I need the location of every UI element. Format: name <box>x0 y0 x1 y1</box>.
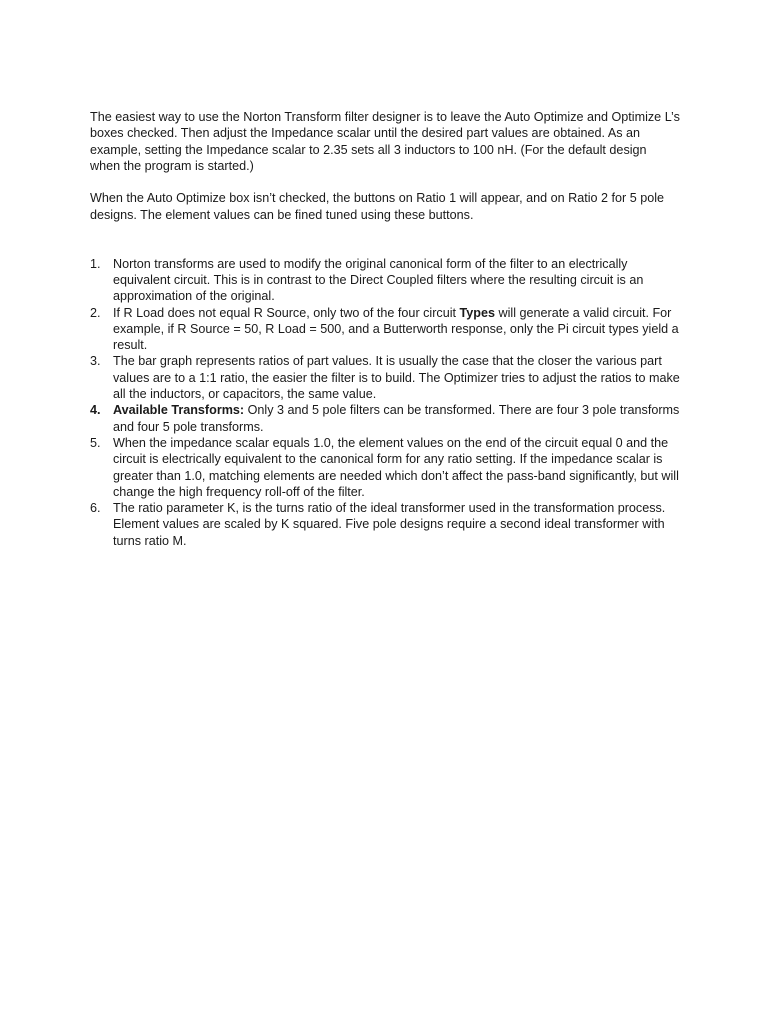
list-item <box>90 500 680 549</box>
list-item <box>90 402 680 435</box>
list-item-text: The ratio parameter K, is the turns ratio of the ideal transformer used in the transformation process. Element values are scaled by K squared. Five pole designs require a second ideal transformer with turns ratio M. <box>113 501 666 548</box>
list-item <box>90 305 680 354</box>
list-item-number: 3. <box>90 354 101 369</box>
list-item-number: 5. <box>90 435 101 450</box>
intro-paragraph: The easiest way to use the Norton Transform filter designer is to leave the Auto Optimize and Optimize L’s boxes checked. Then adjust the Impedance scalar until the desired part values are obtained. As an example, setting the Impedance scalar to 2.35 sets all 3 inductors to 100 nH. (For the default design when the program is started.) <box>90 110 680 173</box>
list-item-text: Norton transforms are used to modify the original canonical form of the filter to an electrically equivalent circuit. This is in contrast to the Direct Coupled filters where the resulting circuit is an approximation of the original. <box>113 256 644 304</box>
list-item-text: When the impedance scalar equals 1.0, the element values on the end of the circuit equal 0 and the circuit is electrically equivalent to the canonical form for any ratio setting. If the impedance scalar is greater than 1.0, matching elements are needed which don’t affect the pass-band significantly, but will change the high frequency roll-off of the filter. <box>113 435 679 499</box>
list-item-text-post: Only 3 and 5 pole filters can be transformed. There are four 3 pole transforms and four 5 pole transforms. <box>113 403 680 434</box>
list-item-text-pre: If R Load does not equal R Source, only two of the four circuit <box>113 305 460 320</box>
list-item-text: The bar graph represents ratios of part values. It is usually the case that the closer the various part values are to a 1:1 ratio, the easier the filter is to build. The Optimizer tries to adjust the ratios to make all the inductors, or capacitors, the same value. <box>113 354 680 402</box>
list-item-number: 2. <box>90 305 101 320</box>
types-bold-term: Types <box>459 305 495 320</box>
list-item-number: 6. <box>90 501 101 516</box>
list-item-text-post: will generate a valid circuit. For example, if R Source = 50, R Load = 500, and a Butterworth response, only the Pi circuit types yield a result. <box>113 305 679 353</box>
list-item-number: 4. <box>90 403 101 418</box>
list-item <box>90 353 680 402</box>
list-item <box>90 256 680 305</box>
list-item-number: 1. <box>90 256 101 271</box>
notes-list <box>90 256 680 549</box>
available-transforms-heading: Available Transforms: <box>113 403 245 418</box>
auto-optimize-paragraph: When the Auto Optimize box isn’t checked, the buttons on Ratio 1 will appear, and on Ratio 2 for 5 pole designs. The element values can be fined tuned using these buttons. <box>90 191 665 222</box>
document-page <box>90 109 680 549</box>
list-item <box>90 435 680 500</box>
